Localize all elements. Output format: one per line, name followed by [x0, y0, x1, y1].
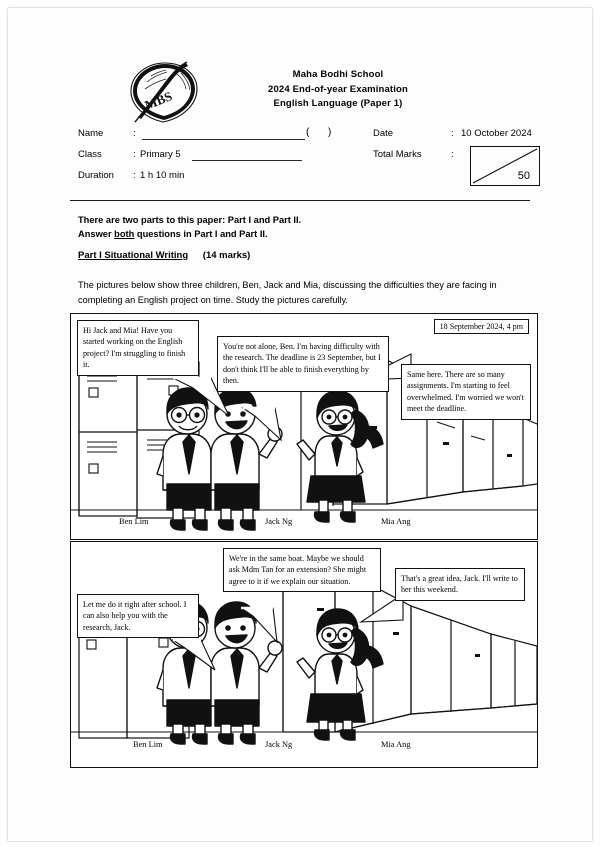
header-divider [70, 200, 530, 201]
exam-title: 2024 End-of-year Examination [268, 83, 408, 95]
date-colon: : [451, 128, 454, 139]
name-close-paren: ) [328, 127, 332, 138]
date-value: 10 October 2024 [461, 128, 532, 139]
class-value: Primary 5 [140, 149, 181, 160]
question-lead-in: The pictures below show three children, Ben, Jack and Mia, discussing the difficulties they are facing in completing an English project on time. Study the pictures carefully. [78, 280, 497, 305]
name-colon: : [133, 128, 136, 139]
class-label: Class [78, 149, 102, 160]
part-title: Part I Situational Writing [78, 250, 189, 261]
name-open-paren: ( [306, 127, 310, 138]
instruction-parts-text: questions in Part I and Part II. [134, 229, 268, 239]
panel-2-tail-ben [171, 638, 219, 672]
school-logo [125, 60, 207, 126]
panel-1-tail-jack [241, 406, 285, 442]
name-row [78, 126, 338, 147]
total-marks-colon: : [451, 149, 454, 160]
duration-value: 1 h 10 min [140, 170, 185, 181]
panel-2-bubble-mia: That's a great idea, Jack. I'll write to her this weekend. [395, 568, 525, 601]
header-titles [208, 68, 468, 112]
total-marks-label: Total Marks [373, 149, 422, 160]
instruction-answer-text: Answer [78, 229, 115, 239]
subject-paper: English Language (Paper 1) [273, 98, 403, 109]
panel-2-bubble-ben: Let me do it right after school. I can also help you with the research, Jack. [77, 594, 199, 638]
class-write-line[interactable] [192, 160, 302, 161]
paper-sheet [8, 8, 592, 841]
panel-1-bubble-jack: You're not alone, Ben. I'm having difficulty with the research. The deadline is 23 September, but I don't think I'll be able to finish everything by then. [217, 336, 389, 392]
school-name: Maha Bodhi School [292, 69, 384, 80]
class-row [78, 147, 338, 168]
panel-2-name-jack: Jack Ng [265, 740, 293, 749]
instruction-line-2 [78, 227, 528, 241]
date-label: Date [373, 128, 394, 139]
part-heading [78, 250, 250, 261]
duration-colon: : [133, 170, 136, 181]
document-header [8, 56, 592, 128]
part-marks: (14 marks) [202, 250, 251, 261]
name-label: Name [78, 128, 104, 139]
logo-letters: MBS [142, 88, 175, 113]
panel-1-name-mia: Mia Ang [381, 517, 411, 526]
panel-2-name-ben: Ben Lim [133, 740, 163, 749]
character-mia [297, 391, 383, 522]
instruction-both-emphasis: both [114, 229, 135, 239]
candidate-particulars [8, 126, 592, 198]
class-colon: : [133, 149, 136, 160]
panel-2-tail-jack [237, 606, 281, 644]
panel-2-bubble-jack: We're in the same boat. Maybe we should ask Mdm Tan for an extension? She might agree to it if we explain our situation. [223, 548, 381, 592]
panel-1-bubble-mia: Same here. There are so many assignments. I'm starting to feel overwhelmed. I'm worried we won't meet the deadline. [401, 364, 531, 420]
character-mia [297, 609, 383, 740]
duration-label: Duration [78, 170, 114, 181]
panel-1-datestamp: 18 September 2024, 4 pm [434, 319, 529, 334]
total-marks-box[interactable] [470, 146, 540, 186]
duration-row [78, 168, 338, 189]
date-row [373, 126, 588, 147]
comic-panel-2 [70, 541, 538, 768]
panel-1-bubble-ben: Hi Jack and Mia! Have you started working on the English project? I'm struggling to finish it. [77, 320, 199, 376]
particulars-right [373, 126, 588, 182]
panel-1-name-jack: Jack Ng [265, 517, 293, 526]
panel-2-name-mia: Mia Ang [381, 740, 411, 749]
comic-panel-1 [70, 313, 538, 540]
name-write-line[interactable] [142, 139, 305, 140]
particulars-left [78, 126, 338, 189]
total-marks-value: 50 [517, 170, 530, 182]
instruction-line-1: There are two parts to this paper: Part I and Part II. [78, 215, 302, 225]
panel-1-name-ben: Ben Lim [119, 517, 149, 526]
paper-instructions [78, 213, 528, 241]
